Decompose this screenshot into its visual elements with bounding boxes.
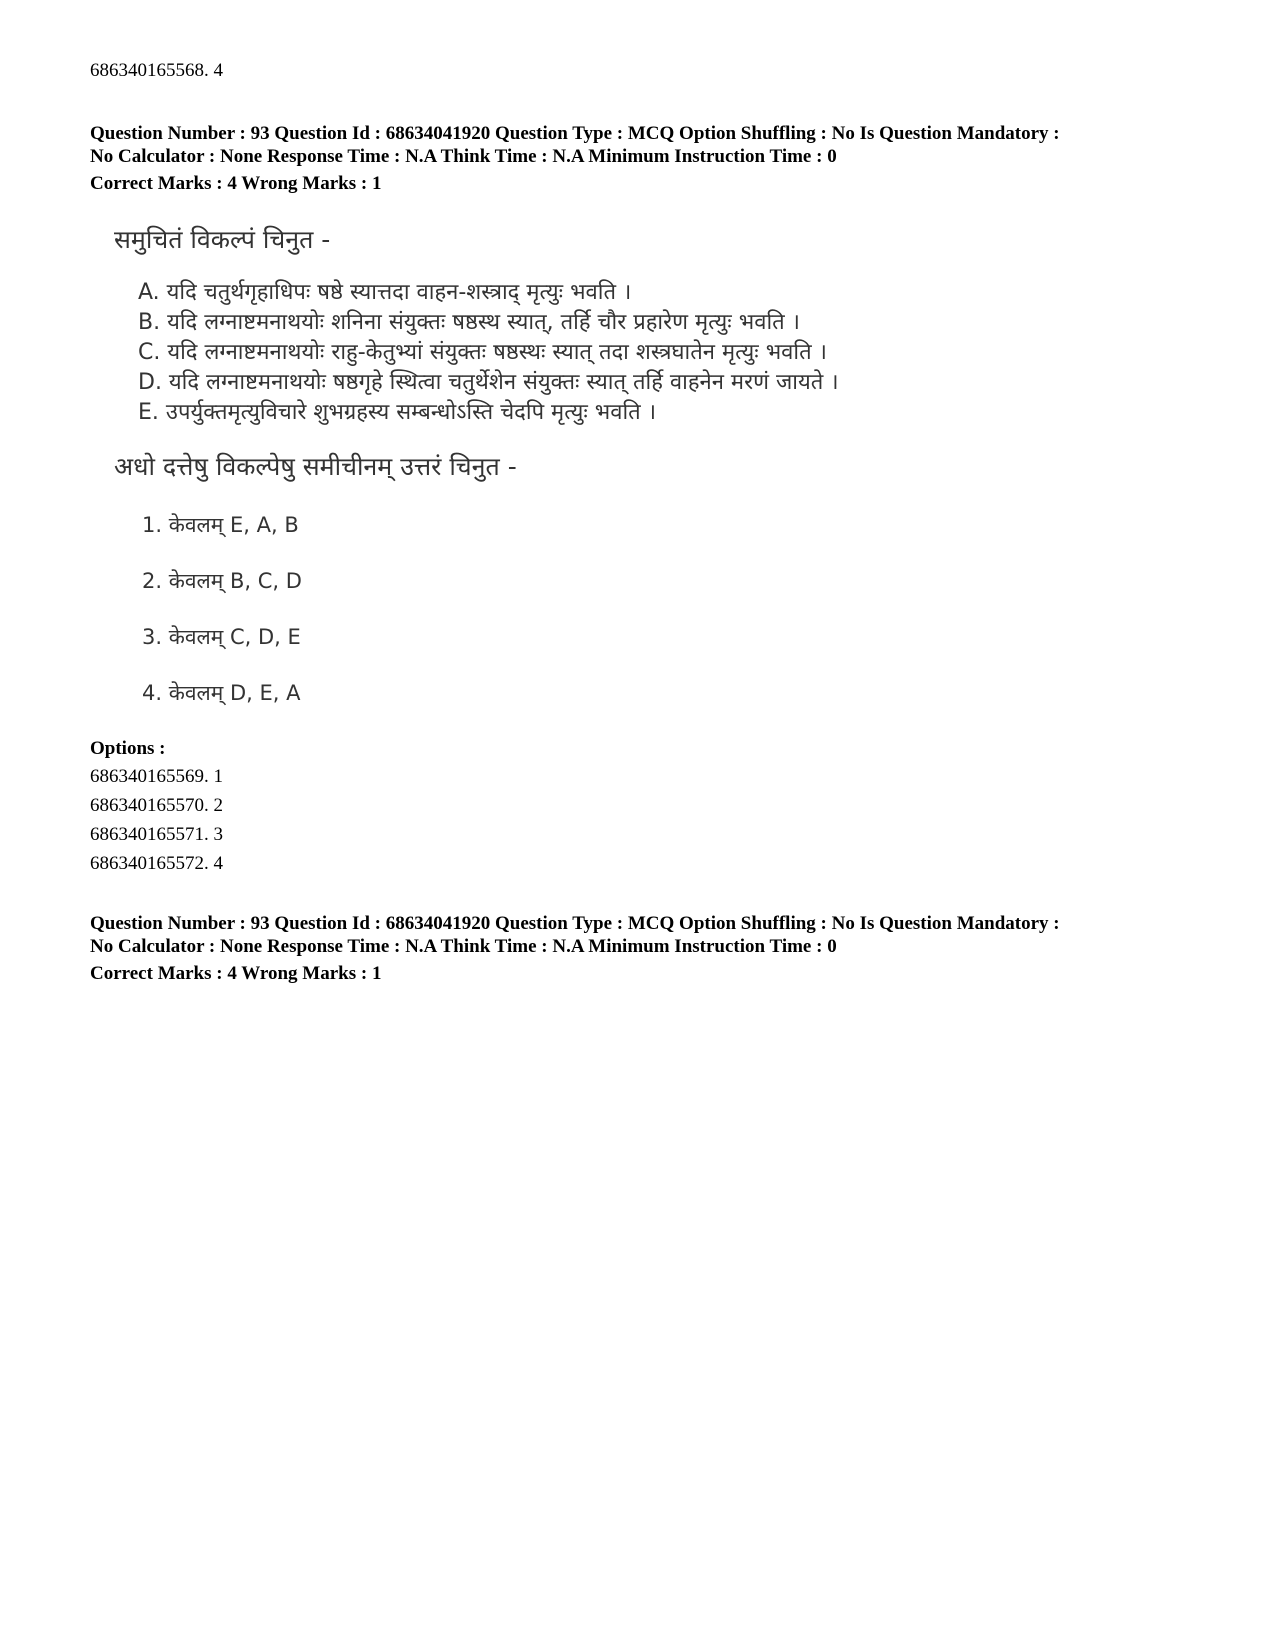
next-question-marks: Correct Marks : 4 Wrong Marks : 1 bbox=[90, 963, 382, 984]
option-row-2: 686340165570. 2 bbox=[90, 795, 223, 816]
question-prompt: अधो दत्तेषु विकल्पेषु समीचीनम् उत्तरं चिनुत - bbox=[114, 452, 517, 481]
statement-b: B. यदि लग्नाष्टमनाथयोः शनिना संयुक्तः षष्ठस्थ स्यात्, तर्हि चौर प्रहारेण मृत्युः भवति । bbox=[138, 310, 801, 335]
options-list bbox=[90, 762, 223, 878]
option-row-1: 686340165569. 1 bbox=[90, 766, 223, 787]
answer-choice-2: 2. केवलम् B, C, D bbox=[142, 569, 302, 593]
question-header-line-2: No Calculator : None Response Time : N.A Think Time : N.A Minimum Instruction Time : 0 bbox=[90, 146, 837, 167]
answer-choice-1: 1. केवलम् E, A, B bbox=[142, 513, 299, 537]
question-header-line-1: Question Number : 93 Question Id : 68634041920 Question Type : MCQ Option Shuffling : No Is Question Mandatory : bbox=[90, 123, 1060, 144]
statement-c: C. यदि लग्नाष्टमनाथयोः राहु-केतुभ्यां संयुक्तः षष्ठस्थः स्यात् तदा शस्त्रघातेन मृत्युः भवति । bbox=[138, 340, 827, 365]
next-question-header-line-2: No Calculator : None Response Time : N.A Think Time : N.A Minimum Instruction Time : 0 bbox=[90, 936, 837, 957]
question-marks: Correct Marks : 4 Wrong Marks : 1 bbox=[90, 173, 382, 194]
next-question-header-line-1: Question Number : 93 Question Id : 68634041920 Question Type : MCQ Option Shuffling : No Is Question Mandatory : bbox=[90, 913, 1060, 934]
answer-choice-3: 3. केवलम् C, D, E bbox=[142, 625, 301, 649]
statement-e: E. उपर्युक्तमृत्युविचारे शुभग्रहस्य सम्बन्धोऽस्ति चेदपि मृत्युः भवति । bbox=[138, 400, 657, 425]
question-body-image bbox=[100, 215, 920, 715]
statement-a: A. यदि चतुर्थगृहाधिपः षष्ठे स्यात्तदा वाहन-शस्त्राद् मृत्युः भवति । bbox=[138, 280, 632, 305]
answer-choice-4: 4. केवलम् D, E, A bbox=[142, 681, 301, 705]
previous-option-line: 686340165568. 4 bbox=[90, 60, 223, 81]
option-row-3: 686340165571. 3 bbox=[90, 824, 223, 845]
options-label: Options : bbox=[90, 738, 166, 759]
statement-d: D. यदि लग्नाष्टमनाथयोः षष्ठगृहे स्थित्वा चतुर्थेशेन संयुक्तः स्यात् तर्हि वाहनेन मरणं जायते । bbox=[138, 370, 839, 395]
question-instruction: समुचितं विकल्पं चिनुत - bbox=[114, 225, 331, 254]
option-row-4: 686340165572. 4 bbox=[90, 853, 223, 874]
